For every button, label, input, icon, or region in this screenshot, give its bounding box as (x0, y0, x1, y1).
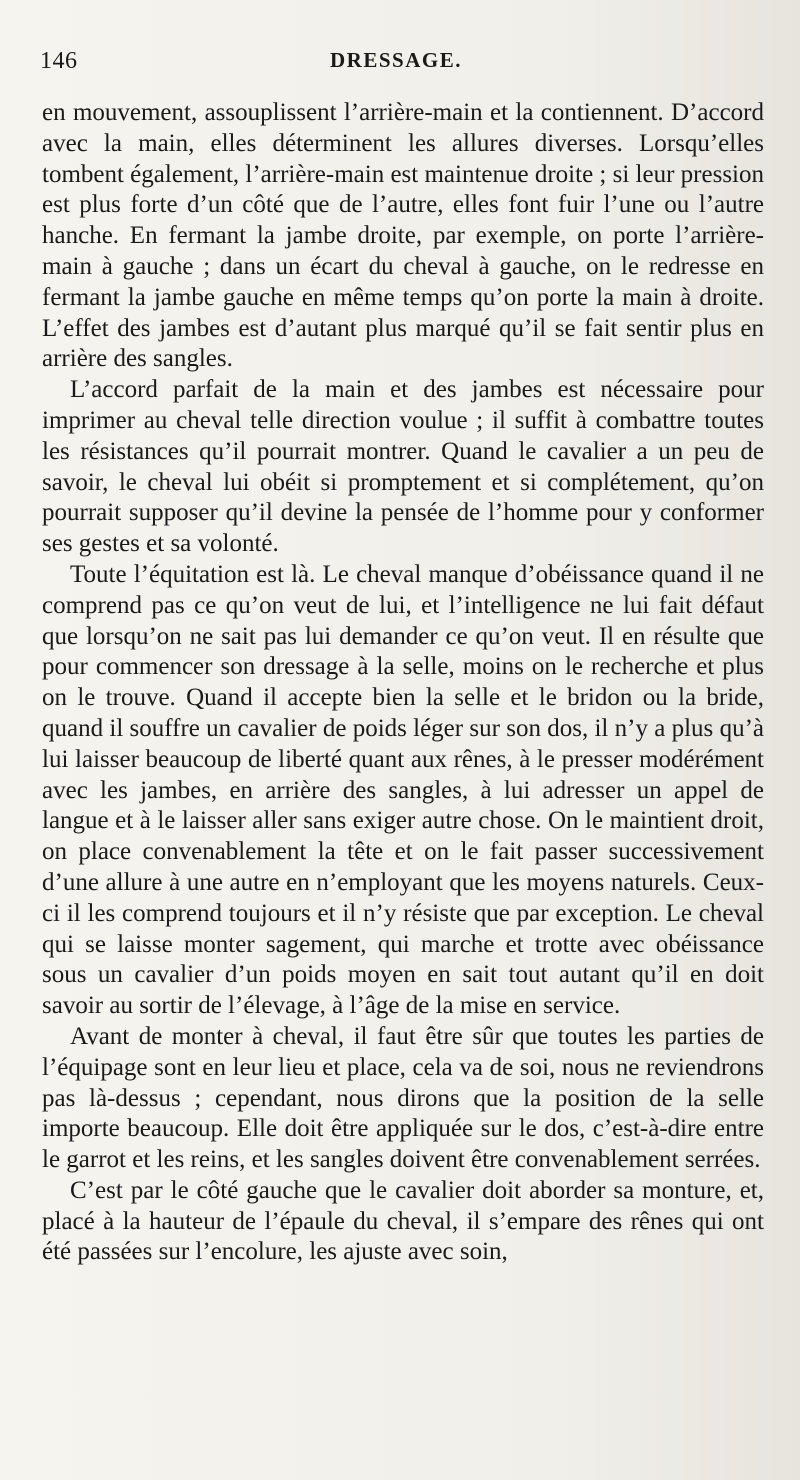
paragraph: L’accord parfait de la main et des jambes est nécessaire pour imprimer au cheval telle direction voulue ; il suffit à combattre toutes les résistances qu’il pourrait montrer. Quand le cavalier a un peu de savoir, le cheval lui obéit si promptement et si complétement, qu’on pourrait supposer qu’il devine la pensée de l’homme pour y conformer ses gestes et sa volonté. (42, 376, 764, 558)
paragraph: en mouvement, assouplissent l’arrière-main et la contiennent. D’accord avec la main, elles déterminent les allures diverses. Lorsqu’elles tombent également, l’arrière-main est maintenue droite ; si leur pression est plus forte d’un côté que de l’autre, elles font fuir l’une ou l’autre hanche. En fermant la jambe droite, par exemple, on porte l’arrière-main à gauche ; dans un écart du cheval à gauche, on le redresse en fermant la jambe gauche en même temps qu’on porte la main à droite. L’effet des jambes est d’autant plus marqué qu’il se fait sentir plus en arrière des sangles. (42, 99, 764, 373)
paragraph: Toute l’équitation est là. Le cheval manque d’obéissance quand il ne comprend pas ce qu’on veut de lui, et l’intelligence ne lui fait défaut que lorsqu’on ne sait pas lui demander ce qu’on veut. Il en résulte que pour commencer son dressage à la selle, moins on le recherche et plus on le trouve. Quand il accepte bien la selle et le bridon ou la bride, quand il souffre un cavalier de poids léger sur son dos, il n’y a plus qu’à lui laisser beaucoup de liberté quant aux rênes, à le presser modérément avec les jambes, en arrière des sangles, à lui adresser un appel de langue et à le laisser aller sans exiger autre chose. On le maintient droit, on place convenablement la tête et on le fait passer successivement d’une allure à une autre en n’employant que les moyens naturels. Ceux-ci il les comprend toujours et il n’y résiste que par exception. Le cheval qui se laisse monter sagement, qui marche et trotte avec obéissance sous un cavalier d’un poids moyen en sait tout autant qu’il en doit savoir au sortir de l’élevage, à l’âge de la mise en service. (42, 560, 764, 1020)
paragraph: C’est par le côté gauche que le cavalier doit aborder sa monture, et, placé à la hauteur de l’épaule du cheval, il s’empare des rênes qui ont été passées sur l’encolure, les ajuste avec soin, (42, 1176, 764, 1266)
body-text (42, 98, 764, 1268)
running-title: DRESSAGE. (330, 48, 462, 72)
page-header (40, 48, 752, 75)
paragraph: Avant de monter à cheval, il faut être sûr que toutes les parties de l’équipage sont en leur lieu et place, cela va de soi, nous ne reviendrons pas là-dessus ; cependant, nous dirons que la position de la selle importe beaucoup. Elle doit être appliquée sur le dos, c’est-à-dire entre le garrot et les reins, et les sangles doivent être convenablement serrées. (42, 1022, 764, 1174)
page-number: 146 (40, 48, 78, 74)
